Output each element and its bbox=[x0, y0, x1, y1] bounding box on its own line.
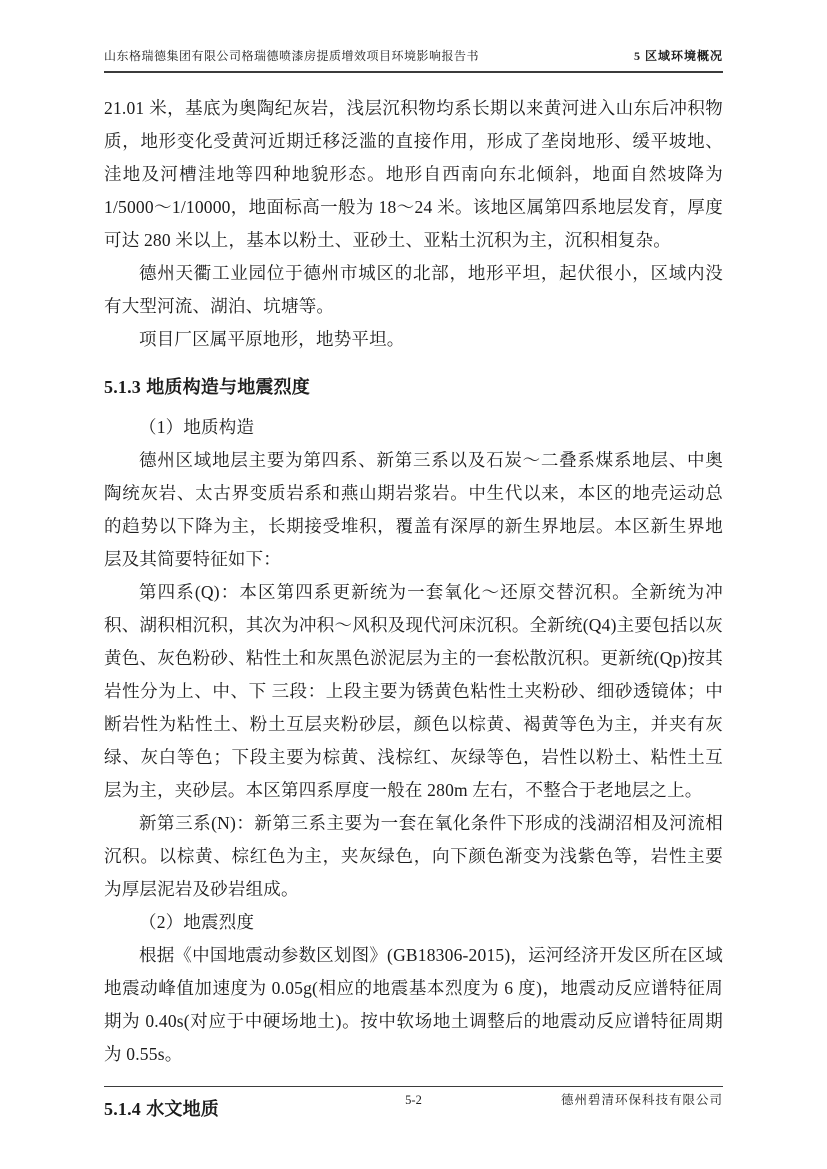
paragraph-regional-strata: 德州区域地层主要为第四系、新第三系以及石炭～二叠系煤系地层、中奥陶统灰岩、太古界变质岩系和燕山期岩浆岩。中生代以来，本区的地壳运动总的趋势以下降为主，长期接受堆积，覆盖有深厚的新生界地层。本区新生界地层及其简要特征如下： bbox=[104, 450, 723, 569]
paragraph-site-terrain: 项目厂区属平原地形，地势平坦。 bbox=[139, 329, 405, 349]
page-number: 5-2 bbox=[405, 1093, 422, 1107]
page-footer bbox=[104, 1086, 723, 1108]
header-chapter-title: 5 区域环境概况 bbox=[633, 49, 723, 63]
subsection-geological-structure: （1）地质构造 bbox=[139, 417, 255, 437]
paragraph-neogene-system: 新第三系(N)：新第三系主要为一套在氧化条件下形成的浅湖沼相及河流相沉积。以棕黄、棕红色为主，夹灰绿色，向下颜色渐变为浅紫色等，岩性主要为厚层泥岩及砂岩组成。 bbox=[104, 813, 723, 899]
header-report-title: 山东格瑞德集团有限公司格瑞德喷漆房提质增效项目环境影响报告书 bbox=[104, 49, 480, 63]
footer-company-name: 德州碧清环保科技有限公司 bbox=[560, 1093, 723, 1107]
paragraph-continuation-geomorphology: 21.01 米，基底为奥陶纪灰岩，浅层沉积物均系长期以来黄河进入山东后冲积物质，地形变化受黄河近期迁移泛滥的直接作用，形成了垄岗地形、缓平坡地、洼地及河槽洼地等四种地貌形态。地形自西南向东北倾斜，地面自然坡降为 1/5000～1/10000，地面标高一般为 18～24 米。该地区属第四系地层发育，厚度可达 280 米以上，基本以粉土、亚砂土、亚粘土沉积为主，沉积相复杂。 bbox=[104, 98, 723, 250]
page-body bbox=[104, 92, 723, 1126]
section-number: 5.1.4 bbox=[104, 1099, 141, 1119]
page-header bbox=[104, 48, 723, 73]
paragraph-quaternary-system: 第四系(Q)：本区第四系更新统为一套氧化～还原交替沉积。全新统为冲积、湖积相沉积，其次为冲积～风积及现代河床沉积。全新统(Q4)主要包括以灰黄色、灰色粉砂、粘性土和灰黑色淤泥层为主的一套松散沉积。更新统(Qp)按其岩性分为上、中、下 三段：上段主要为锈黄色粘性土夹粉砂、细砂透镜体；中断岩性为粘性土、粉土互层夹粉砂层，颜色以棕黄、褐黄等色为主，并夹有灰绿、灰白等色；下段主要为棕黄、浅棕红、灰绿等色，岩性以粉土、粘性土互层为主，夹砂层。本区第四系厚度一般在 280m 左右，不整合于老地层之上。 bbox=[104, 582, 723, 800]
paragraph-industrial-park: 德州天衢工业园位于德州市城区的北部，地形平坦，起伏很小，区域内没有大型河流、湖泊、坑塘等。 bbox=[104, 263, 723, 316]
section-number: 5.1.3 bbox=[104, 377, 141, 397]
paragraph-seismic-parameters: 根据《中国地震动参数区划图》(GB18306-2015)，运河经济开发区所在区域地震动峰值加速度为 0.05g(相应的地震基本烈度为 6 度)，地震动反应谱特征周期为 0.40s(对应于中硬场地土)。按中软场地土调整后的地震动反应谱特征周期为 0.55s。 bbox=[104, 945, 723, 1064]
subsection-seismic-intensity: （2）地震烈度 bbox=[139, 912, 255, 932]
section-heading-5-1-3 bbox=[104, 371, 723, 404]
section-title: 水文地质 bbox=[146, 1099, 220, 1119]
section-title: 地质构造与地震烈度 bbox=[146, 377, 311, 397]
